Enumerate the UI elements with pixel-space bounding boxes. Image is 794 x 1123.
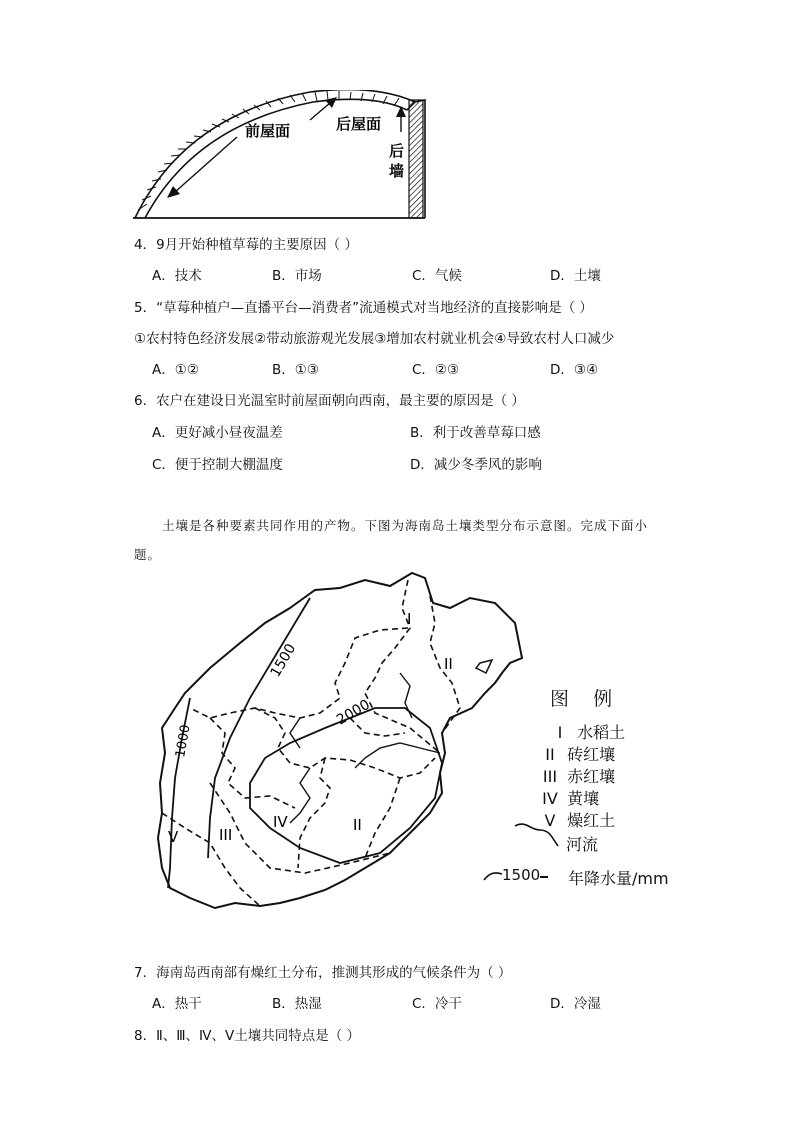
q7-option-b[interactable]: B．热湿 bbox=[272, 996, 322, 1012]
soil-label-v: V bbox=[168, 828, 179, 846]
q7-option-d[interactable]: D．冷湿 bbox=[550, 996, 601, 1012]
legend-symbol-4: IV bbox=[542, 789, 558, 808]
legend-isoline-dash bbox=[540, 876, 548, 878]
q6-option-a[interactable]: A．更好减小昼夜温差 bbox=[152, 425, 283, 441]
legend-symbol-5: V bbox=[544, 811, 556, 830]
legend-isoline-symbol bbox=[482, 868, 504, 884]
front-roof-label: 前屋面 bbox=[245, 122, 291, 140]
question-4-stem: 4．9月开始种植草莓的主要原因（ ） bbox=[134, 237, 358, 253]
q5-option-a[interactable]: A．①② bbox=[152, 362, 199, 378]
q6-option-b[interactable]: B．利于改善草莓口感 bbox=[410, 425, 541, 441]
question-5-stem: 5．“草莓种植户—直播平台—消费者”流通模式对当地经济的直接影响是（ ） bbox=[134, 300, 593, 316]
question-8-stem: 8．Ⅱ、Ⅲ、Ⅳ、Ⅴ土壤共同特点是（ ） bbox=[134, 1028, 361, 1044]
q4-option-d[interactable]: D．土壤 bbox=[550, 268, 601, 284]
question-5-statements: ①农村特色经济发展②带动旅游观光发展③增加农村就业机会④导致农村人口减少 bbox=[134, 331, 615, 347]
q5-option-d[interactable]: D．③④ bbox=[550, 362, 599, 378]
isoline-label-1000: 1000 bbox=[173, 723, 194, 759]
isoline-label-1500: 1500 bbox=[267, 641, 300, 680]
map-legend bbox=[480, 680, 700, 890]
legend-item-1 bbox=[548, 720, 625, 743]
legend-river-symbol bbox=[512, 820, 564, 850]
soil-label-iii: III bbox=[219, 826, 233, 844]
legend-symbol-1: I bbox=[557, 723, 563, 742]
q6-option-d[interactable]: D．减少冬季风的影响 bbox=[410, 457, 542, 473]
legend-text-4: 黄壤 bbox=[567, 789, 600, 808]
q4-option-c[interactable]: C．气候 bbox=[412, 268, 462, 284]
legend-item-4 bbox=[538, 786, 599, 809]
greenhouse-diagram bbox=[125, 90, 435, 225]
soil-label-iv: IV bbox=[273, 813, 288, 831]
hainan-soil-map bbox=[150, 568, 530, 918]
legend-symbol-3: III bbox=[542, 767, 558, 786]
legend-item-2 bbox=[538, 742, 615, 765]
isoline-label-2000: 2000 bbox=[334, 696, 373, 729]
legend-text-3: 赤红壤 bbox=[567, 767, 616, 786]
legend-isoline-value: 1500 bbox=[502, 866, 541, 884]
q5-option-c[interactable]: C．②③ bbox=[412, 362, 460, 378]
soil-label-ii-south: II bbox=[353, 816, 362, 834]
q6-option-c[interactable]: C．便于控制大棚温度 bbox=[152, 457, 283, 473]
legend-text-5: 燥红土 bbox=[567, 811, 616, 830]
q5-option-b[interactable]: B．①③ bbox=[272, 362, 319, 378]
island-outline bbox=[158, 573, 522, 908]
q4-option-a[interactable]: A．技术 bbox=[152, 268, 202, 284]
back-wall-label-1: 后 bbox=[389, 142, 405, 160]
q7-option-a[interactable]: A．热干 bbox=[152, 996, 202, 1012]
legend-text-1: 水稻土 bbox=[577, 723, 626, 742]
legend-text-2: 砖红壤 bbox=[567, 745, 616, 764]
q4-option-b[interactable]: B．市场 bbox=[272, 268, 322, 284]
legend-item-3 bbox=[538, 764, 615, 787]
question-7-stem: 7．海南岛西南部有燥红土分布，推测其形成的气候条件为（ ） bbox=[134, 965, 512, 981]
intro-line-2: 题。 bbox=[134, 547, 162, 562]
legend-river-text: 河流 bbox=[566, 835, 599, 854]
legend-symbol-2: II bbox=[545, 745, 555, 764]
legend-title: 图 例 bbox=[550, 688, 613, 710]
back-wall-label-2: 墙 bbox=[389, 162, 405, 180]
legend-isoline-text: 年降水量/mm bbox=[568, 869, 669, 888]
question-6-stem: 6．农户在建设日光温室时前屋面朝向西南，最主要的原因是（ ） bbox=[134, 393, 525, 409]
intro-line-1: 土壤是各种要素共同作用的产物。下图为海南岛土壤类型分布示意图。完成下面小 bbox=[162, 518, 649, 533]
soil-label-ii-north: II bbox=[444, 655, 453, 673]
q7-option-c[interactable]: C．冷干 bbox=[412, 996, 462, 1012]
soil-label-i: I bbox=[407, 610, 412, 628]
back-roof-label: 后屋面 bbox=[336, 115, 382, 133]
